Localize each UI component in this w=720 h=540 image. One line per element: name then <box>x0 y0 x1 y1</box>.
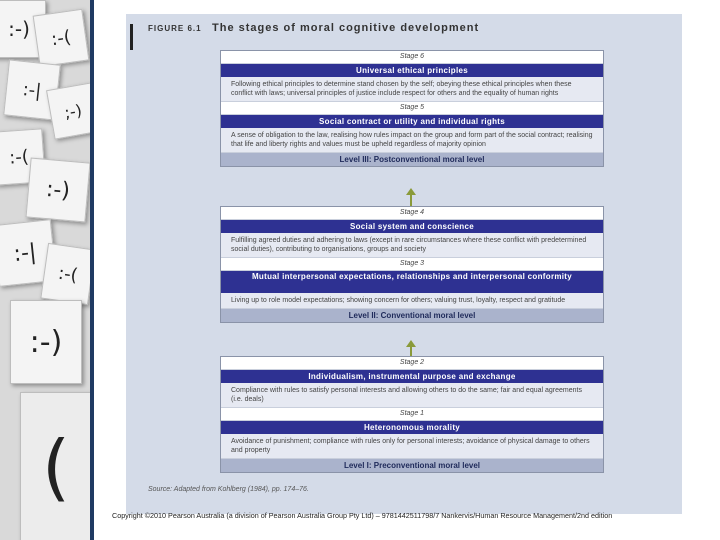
stage-label: Stage 6 <box>221 51 603 64</box>
stage-description: Living up to role model expectations; showing concern for others; valuing trust, loyalty, respect and gratitude <box>221 293 603 309</box>
level-label: Level I: Preconventional moral level <box>221 459 603 472</box>
emoticon-cube <box>10 300 82 384</box>
level-group-postconventional <box>220 50 604 167</box>
cube-face-icon: :-| <box>12 239 38 267</box>
stage-label: Stage 4 <box>221 207 603 220</box>
stage-label: Stage 5 <box>221 102 603 115</box>
level-group-conventional <box>220 206 604 323</box>
stage-label: Stage 3 <box>221 258 603 271</box>
stage-description: Avoidance of punishment; compliance with rules only for personal interests; avoidance of physical damage to others and property <box>221 434 603 459</box>
cube-face-icon: :-( <box>56 262 80 286</box>
vertical-divider <box>90 0 94 540</box>
figure-title: The stages of moral cognitive development <box>212 22 480 34</box>
stage-description: Compliance with rules to satisfy personal interests and allowing others to do the same; fair and equal agreements (i.e. deals) <box>221 383 603 408</box>
stage-heading: Social contract or utility and individual rights <box>221 115 603 128</box>
stage-heading: Universal ethical principles <box>221 64 603 77</box>
level-label: Level II: Conventional moral level <box>221 309 603 322</box>
cube-face-icon: :-) <box>29 324 63 360</box>
level-group-preconventional <box>220 356 604 473</box>
emoticon-cube <box>46 82 90 139</box>
decorative-emoticon-cubes <box>0 0 90 540</box>
cube-face-icon: :-) <box>44 176 72 204</box>
arrow-shaft <box>410 194 412 206</box>
moral-development-figure <box>126 14 682 514</box>
stage-heading: Individualism, instrumental purpose and exchange <box>221 370 603 383</box>
stage-description: Fulfilling agreed duties and adhering to laws (except in rare circumstances where these conflict with predetermined social duties), contributing to organisations, groups and society <box>221 233 603 258</box>
emoticon-cube <box>40 243 90 305</box>
cube-face-icon: :-( <box>8 145 30 169</box>
stage-heading: Mutual interpersonal expectations, relationships and interpersonal conformity <box>221 271 603 293</box>
cube-face-icon: :-| <box>21 78 43 102</box>
emoticon-cube <box>33 9 90 67</box>
figure-source: Source: Adapted from Kohlberg (1984), pp. 174–76. <box>148 486 309 493</box>
cube-face-icon: :-( <box>49 26 73 50</box>
cube-face-icon: ;-) <box>62 100 84 122</box>
cube-face-icon: ( <box>41 425 71 509</box>
stage-heading: Social system and conscience <box>221 220 603 233</box>
figure-label: FIGURE 6.1 <box>148 24 202 33</box>
stage-description: Following ethical principles to determine stand chosen by the self; obeying these ethical principles when these conflict with laws; universal principles of justice include respect for others and the equality of human rights <box>221 77 603 102</box>
level-label: Level III: Postconventional moral level <box>221 153 603 166</box>
stage-description: A sense of obligation to the law, realising how rules impact on the group and form part of the social contract; realising that life and liberty rights and values must be upheld regardless of majority opinion <box>221 128 603 153</box>
emoticon-cube <box>20 392 90 540</box>
cube-face-icon: :-) <box>8 17 30 41</box>
arrow-shaft <box>410 346 412 356</box>
figure-marker <box>130 24 133 50</box>
copyright-notice: Copyright ©2010 Pearson Australia (a division of Pearson Australia Group Pty Ltd) – 9781442511798/7 Nankervis/Human Resource Management/2nd edition <box>112 511 613 520</box>
emoticon-cube <box>25 157 90 222</box>
stage-label: Stage 1 <box>221 408 603 421</box>
stage-label: Stage 2 <box>221 357 603 370</box>
stage-heading: Heteronomous morality <box>221 421 603 434</box>
